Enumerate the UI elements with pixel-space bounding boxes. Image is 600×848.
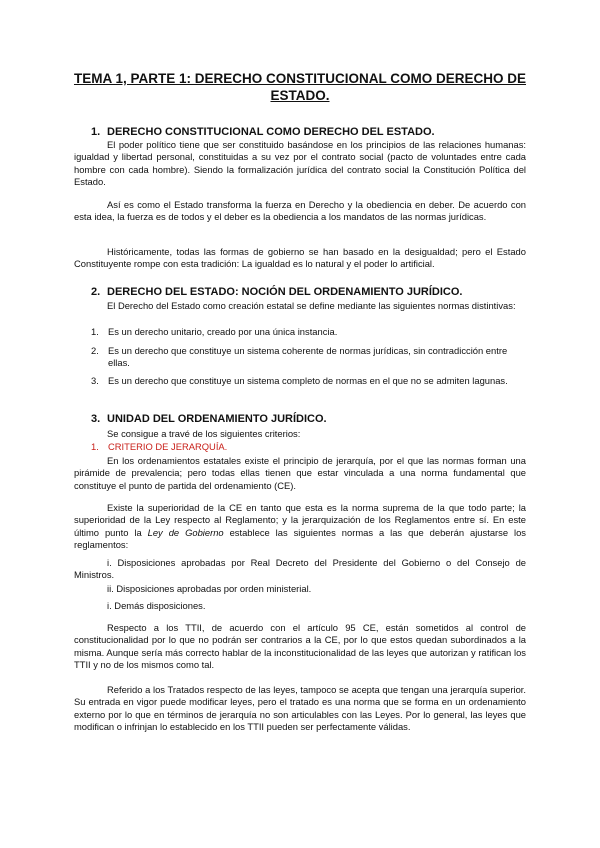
list-item <box>91 326 526 338</box>
paragraph: El Derecho del Estado como creación estatal se define mediante las siguientes normas distintivas: <box>107 300 516 311</box>
paragraph: Referido a los Tratados respecto de las leyes, tampoco se acepta que tengan una jerarquía superior. Su entrada en vigor puede modificar leyes, pero el tratado es una norma que se forma en un ordenamiento externo por lo que en términos de jerarquía no son articulables con las Leyes. Por lo general, las leyes que modifican o infrinjan lo establecido en los TTII pueden ser perfectamente válidas. <box>74 684 526 733</box>
sub-item: i. Disposiciones aprobadas por Real Decreto del Presidente del Gobierno o del Consejo de Ministros. <box>74 557 526 581</box>
paragraph: Se consigue a travé de los siguientes criterios: <box>107 428 301 439</box>
paragraph <box>74 502 526 552</box>
document-title: TEMA 1, PARTE 1: DERECHO CONSTITUCIONAL COMO DERECHO DE ESTADO. <box>73 71 527 103</box>
paragraph: Respecto a los TTII, de acuerdo con el artículo 95 CE, están sometidos al control de constitucionalidad por lo que no podrán ser contrarios a la CE, por lo que estos quedan subordinados a la misma. Aunque sería más correcto hablar de la inconstitucionalidad de las leyes que autorizan y ratifican los TTII y no de los mismos como tal. <box>74 622 526 671</box>
section-number: 2. <box>91 286 101 298</box>
sub-item: i. Demás disposiciones. <box>107 600 206 611</box>
section-number: 1. <box>91 126 101 138</box>
paragraph-text: establece las siguientes normas a las que deberán ajustarse los reglamentos: <box>74 526 526 551</box>
list-number: 2. <box>91 345 99 356</box>
list-item <box>91 345 526 370</box>
criterion-heading <box>91 441 526 453</box>
section-2-heading <box>91 285 463 299</box>
list-text: Es un derecho que constituye un sistema coherente de normas jurídicas, sin contradicción entre ellas. <box>108 345 508 369</box>
sub-item: ii. Disposiciones aprobadas por orden ministerial. <box>107 583 312 594</box>
paragraph: Históricamente, todas las formas de gobierno se han basado en la desigualdad; pero el Estado Constituyente rompe con esta tradición: La igualdad es lo natural y el poder lo artificial. <box>74 246 526 270</box>
paragraph-text: Existe la superioridad de la CE en tanto que esta es la norma suprema de la que todo parte; la superioridad de la Ley respecto al Reglamento; y la jerarquización de los Reglamentos entre sí. En este último punto la <box>74 502 526 538</box>
section-number: 3. <box>91 413 101 425</box>
list-number: 1. <box>91 326 99 337</box>
paragraph: En los ordenamientos estatales existe el principio de jerarquía, por el que las normas forman una pirámide de prevalencia; pero todas ellas tienen que estar vinculada a una norma fundamental que constituye el punto de partida del ordenamiento (CE). <box>74 455 526 491</box>
section-title: UNIDAD DEL ORDENAMIENTO JURÍDICO. <box>107 413 327 425</box>
section-title: DERECHO CONSTITUCIONAL COMO DERECHO DEL ESTADO. <box>107 126 435 138</box>
section-3-heading <box>91 412 327 426</box>
list-text: Es un derecho unitario, creado por una única instancia. <box>108 326 338 337</box>
list-number: 3. <box>91 375 99 386</box>
list-number: 1. <box>91 441 99 452</box>
section-title: DERECHO DEL ESTADO: NOCIÓN DEL ORDENAMIENTO JURÍDICO. <box>107 286 463 298</box>
law-name: Ley de Gobierno <box>147 526 224 538</box>
section-1-heading <box>91 125 435 139</box>
list-item <box>91 375 526 387</box>
list-text: Es un derecho que constituye un sistema completo de normas en el que no se admiten lagunas. <box>108 375 508 386</box>
paragraph: Así es como el Estado transforma la fuerza en Derecho y la obediencia en deber. De acuerdo con esta idea, la fuerza es de todos y el deber es la obediencia a los mandatos de las normas jurídicas. <box>74 199 526 223</box>
list-text: CRITERIO DE JERARQUÍA. <box>108 441 228 452</box>
paragraph: El poder político tiene que ser constituido basándose en los principios de las relaciones humanas: igualdad y libertad personal, constituidas a su vez por el contrato social (pacto de voluntades entre cada hombre con cada hombre). Siendo la formalización jurídica del contrato social la Constitución Política del Estado. <box>74 139 526 188</box>
